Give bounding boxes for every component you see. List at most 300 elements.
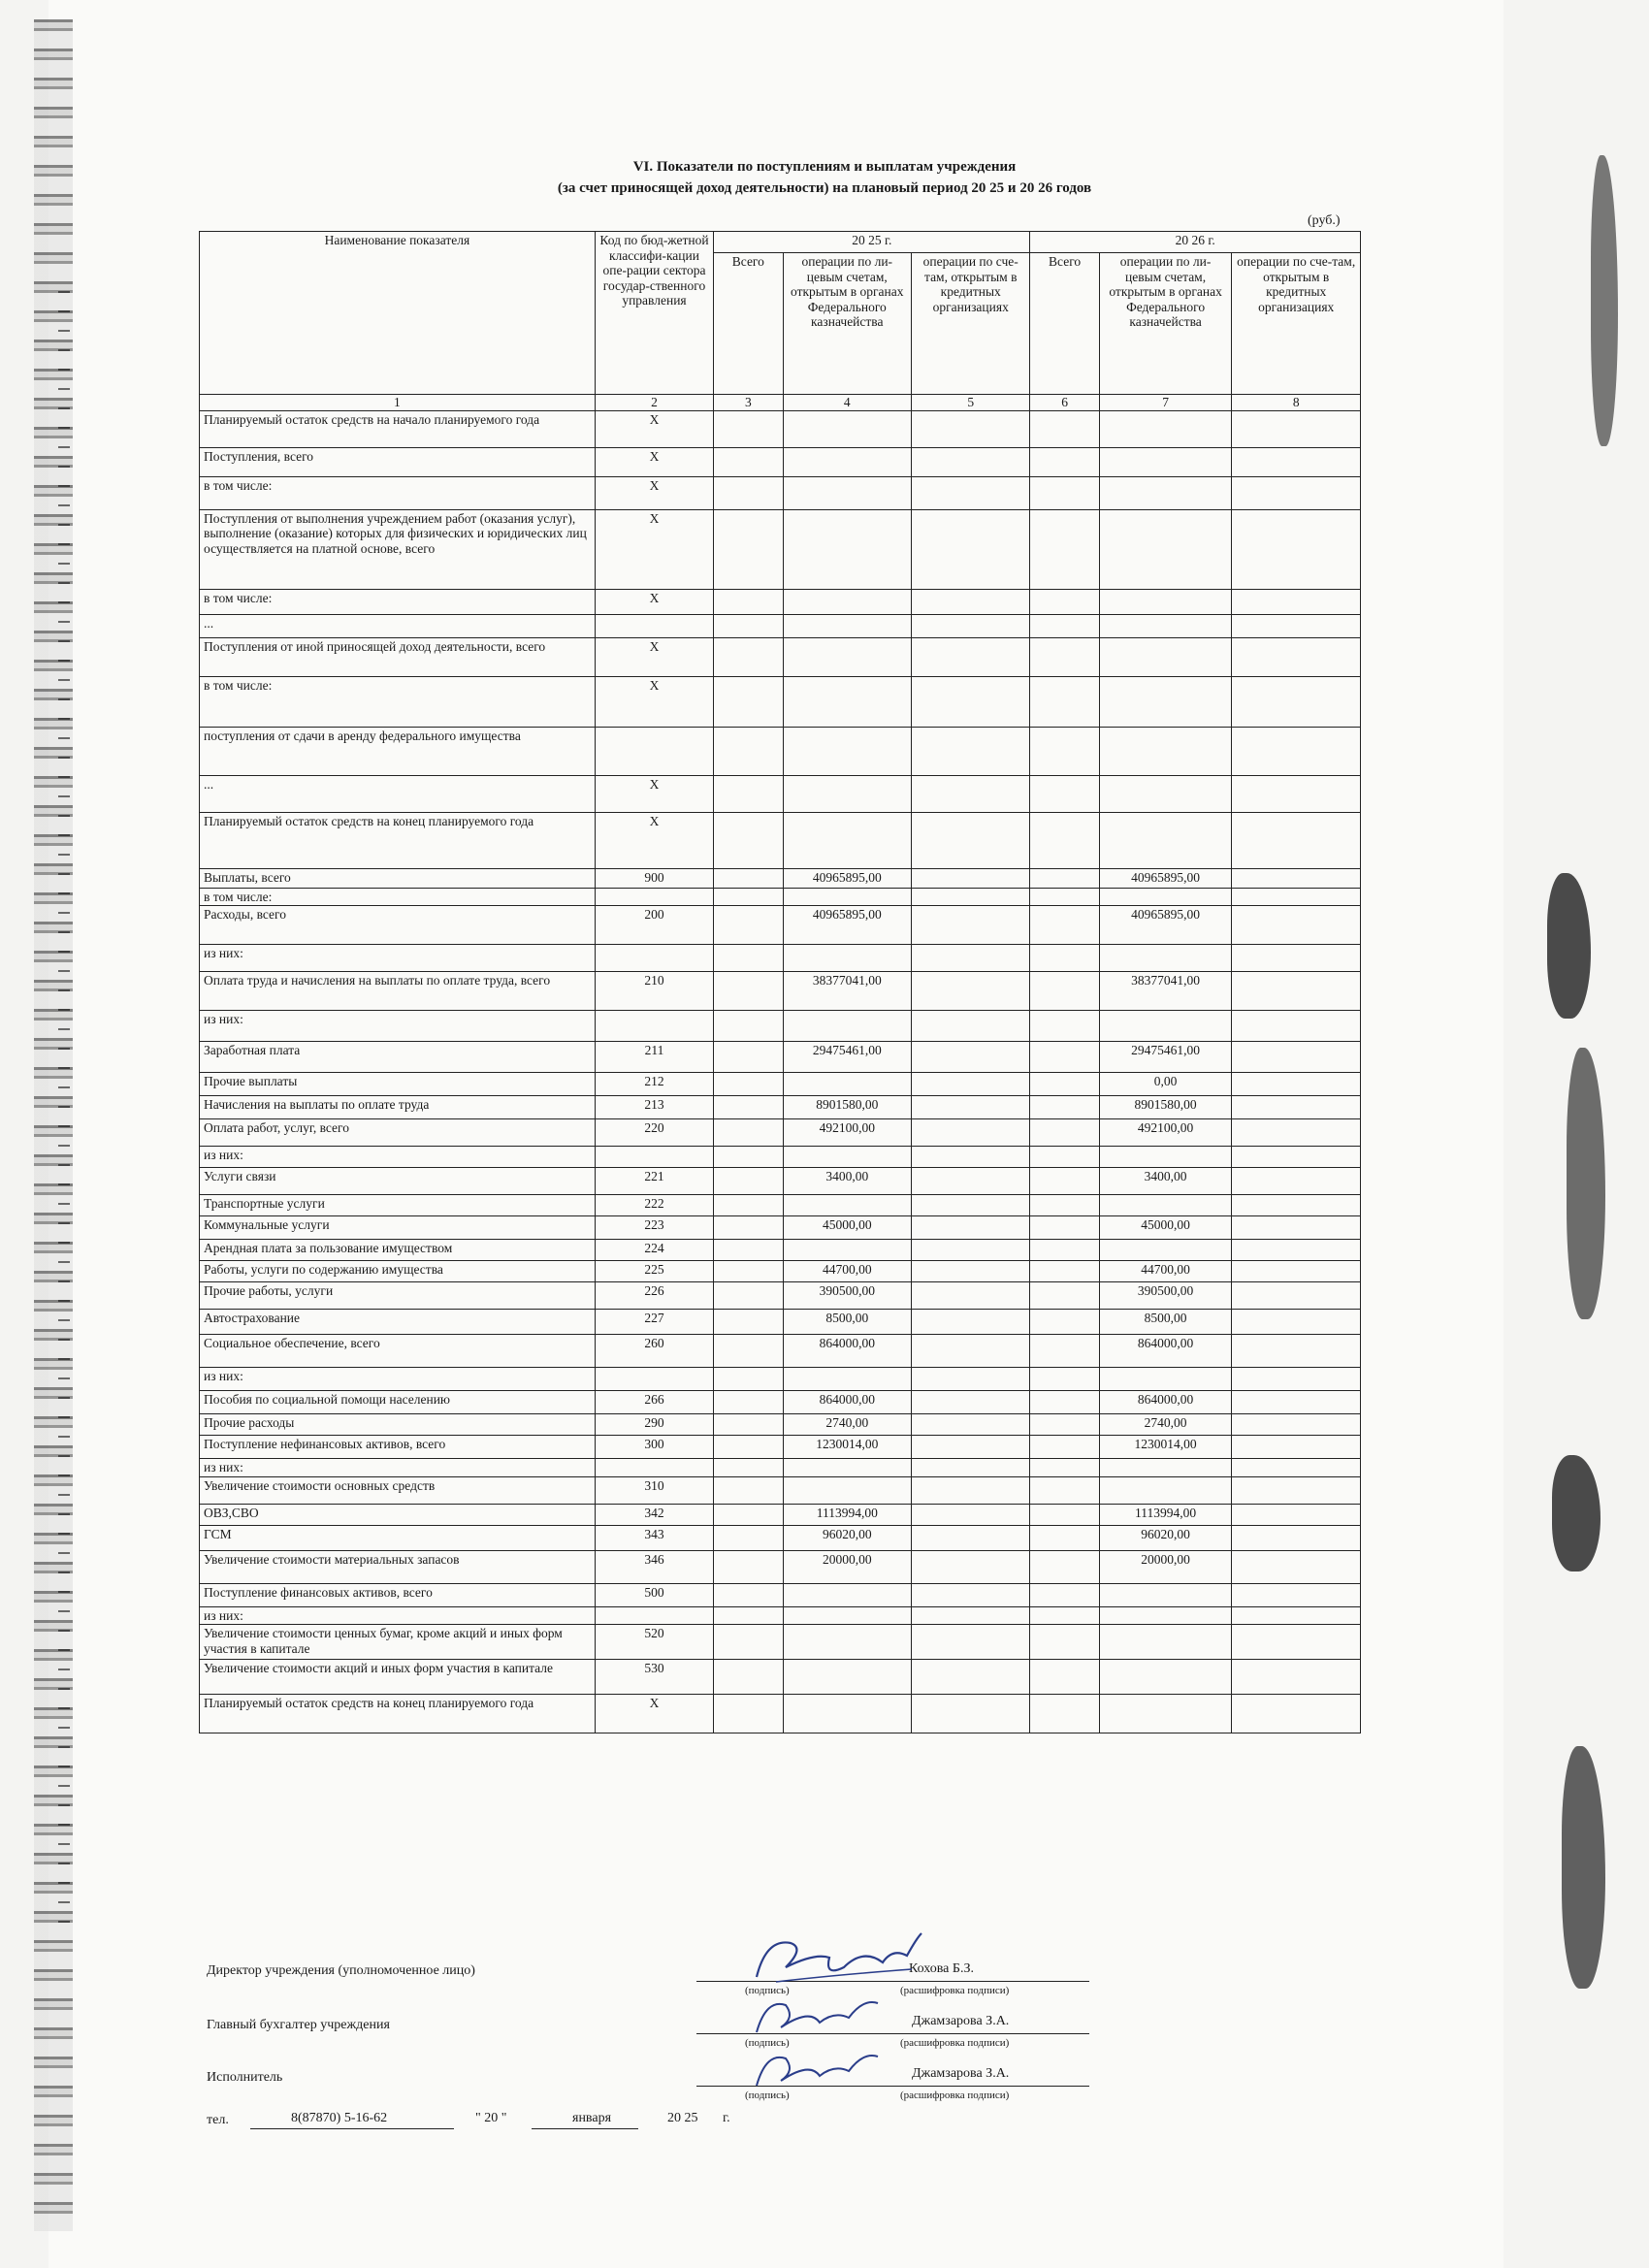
row-name: Оплата труда и начисления на выплаты по оплате труда, всего: [200, 972, 596, 1011]
row-name: из них:: [200, 1368, 596, 1391]
row-total-y1: [714, 410, 783, 447]
row-treasury-y2: 8500,00: [1099, 1310, 1232, 1335]
row-total-y1: [714, 972, 783, 1011]
row-name: Расходы, всего: [200, 906, 596, 945]
row-treasury-y2: [1099, 888, 1232, 906]
row-treasury-y2: 45000,00: [1099, 1216, 1232, 1240]
row-credit-y1: [912, 1436, 1030, 1459]
row-code: [595, 1011, 713, 1042]
row-credit-y2: [1232, 1660, 1361, 1695]
table-row: [200, 614, 1361, 637]
row-credit-y2: [1232, 1042, 1361, 1073]
table-row: [200, 1310, 1361, 1335]
table-row: [200, 1042, 1361, 1073]
row-treasury-y2: [1099, 676, 1232, 727]
row-credit-y1: [912, 1606, 1030, 1625]
row-treasury-y1: [783, 1660, 912, 1695]
row-treasury-y1: 38377041,00: [783, 972, 912, 1011]
row-total-y2: [1030, 1216, 1099, 1240]
row-total-y1: [714, 1550, 783, 1583]
row-treasury-y2: 20000,00: [1099, 1550, 1232, 1583]
row-treasury-y1: [783, 589, 912, 614]
sign-caption: (подпись): [745, 2037, 790, 2049]
row-total-y1: [714, 1583, 783, 1606]
table-row: [200, 509, 1361, 589]
col-num: 3: [714, 395, 783, 411]
row-total-y1: [714, 1436, 783, 1459]
row-total-y1: [714, 1096, 783, 1119]
row-total-y1: [714, 945, 783, 972]
row-name: поступления от сдачи в аренду федерального имущества: [200, 727, 596, 775]
row-credit-y1: [912, 1261, 1030, 1282]
row-credit-y2: [1232, 447, 1361, 476]
row-treasury-y1: 20000,00: [783, 1550, 912, 1583]
col-num: 4: [783, 395, 912, 411]
row-credit-y2: [1232, 1414, 1361, 1436]
row-treasury-y1: 864000,00: [783, 1335, 912, 1368]
table-row: [200, 812, 1361, 868]
row-name: из них:: [200, 1147, 596, 1168]
row-credit-y1: [912, 812, 1030, 868]
row-treasury-y2: 96020,00: [1099, 1525, 1232, 1550]
row-credit-y2: [1232, 727, 1361, 775]
row-treasury-y2: 8901580,00: [1099, 1096, 1232, 1119]
row-treasury-y2: [1099, 1011, 1232, 1042]
row-treasury-y2: 492100,00: [1099, 1119, 1232, 1147]
row-credit-y1: [912, 1459, 1030, 1477]
row-credit-y1: [912, 1168, 1030, 1195]
row-credit-y1: [912, 906, 1030, 945]
row-name: Увеличение стоимости ценных бумаг, кроме акций и иных форм участия в капитале: [200, 1625, 596, 1660]
row-treasury-y2: [1099, 447, 1232, 476]
col-num: 2: [595, 395, 713, 411]
row-code: [595, 1147, 713, 1168]
row-credit-y1: [912, 1368, 1030, 1391]
row-total-y1: [714, 614, 783, 637]
row-total-y1: [714, 775, 783, 812]
row-code: X: [595, 447, 713, 476]
scan-smudge: [1567, 1048, 1605, 1319]
row-total-y2: [1030, 1525, 1099, 1550]
row-treasury-y2: 38377041,00: [1099, 972, 1232, 1011]
row-credit-y1: [912, 945, 1030, 972]
row-treasury-y2: [1099, 476, 1232, 509]
row-name: Транспортные услуги: [200, 1195, 596, 1216]
accountant-label: Главный бухгалтер учреждения: [207, 2018, 390, 2032]
row-credit-y1: [912, 1042, 1030, 1073]
row-treasury-y2: [1099, 1583, 1232, 1606]
row-credit-y2: [1232, 1625, 1361, 1660]
row-credit-y2: [1232, 1195, 1361, 1216]
table-row: [200, 888, 1361, 906]
row-total-y2: [1030, 906, 1099, 945]
table-row: [200, 1147, 1361, 1168]
row-name: Прочие выплаты: [200, 1073, 596, 1096]
row-treasury-y1: [783, 447, 912, 476]
row-credit-y2: [1232, 888, 1361, 906]
table-row: [200, 945, 1361, 972]
row-treasury-y1: [783, 1606, 912, 1625]
row-total-y1: [714, 1476, 783, 1504]
date-month: января: [572, 2111, 612, 2125]
row-total-y2: [1030, 727, 1099, 775]
row-treasury-y2: [1099, 614, 1232, 637]
row-treasury-y1: 492100,00: [783, 1119, 912, 1147]
row-treasury-y2: 40965895,00: [1099, 906, 1232, 945]
row-credit-y2: [1232, 868, 1361, 888]
row-total-y2: [1030, 868, 1099, 888]
row-treasury-y2: 29475461,00: [1099, 1042, 1232, 1073]
row-total-y2: [1030, 1011, 1099, 1042]
row-total-y1: [714, 509, 783, 589]
row-code: [595, 1606, 713, 1625]
row-total-y1: [714, 1625, 783, 1660]
row-total-y1: [714, 906, 783, 945]
row-credit-y1: [912, 972, 1030, 1011]
row-total-y2: [1030, 1147, 1099, 1168]
row-total-y2: [1030, 1583, 1099, 1606]
tel-line: [250, 2128, 454, 2129]
row-treasury-y1: [783, 1368, 912, 1391]
header-treasury: операции по ли-цевым счетам, открытым в органах Федерального казначейства: [1099, 253, 1232, 395]
table-row: [200, 1606, 1361, 1625]
row-treasury-y2: 1230014,00: [1099, 1436, 1232, 1459]
table-row: [200, 1282, 1361, 1310]
row-credit-y2: [1232, 509, 1361, 589]
row-credit-y1: [912, 1096, 1030, 1119]
row-treasury-y1: [783, 1625, 912, 1660]
row-name: Поступление финансовых активов, всего: [200, 1583, 596, 1606]
row-total-y2: [1030, 1606, 1099, 1625]
row-code: X: [595, 676, 713, 727]
row-treasury-y2: [1099, 945, 1232, 972]
row-name: Арендная плата за пользование имуществом: [200, 1240, 596, 1261]
row-treasury-y2: [1099, 1459, 1232, 1477]
row-total-y2: [1030, 1282, 1099, 1310]
date-day: " 20 ": [475, 2111, 507, 2125]
sign-caption: (подпись): [745, 2090, 790, 2101]
row-treasury-y1: 40965895,00: [783, 906, 912, 945]
page-title: VI. Показатели по поступлениям и выплатам учреждения: [632, 159, 1017, 175]
row-treasury-y2: [1099, 1606, 1232, 1625]
row-treasury-y1: [783, 410, 912, 447]
row-total-y1: [714, 1282, 783, 1310]
row-code: X: [595, 509, 713, 589]
row-total-y2: [1030, 1504, 1099, 1525]
table-row: [200, 1525, 1361, 1550]
row-total-y1: [714, 1525, 783, 1550]
row-treasury-y1: 1230014,00: [783, 1436, 912, 1459]
row-name: Поступления от выполнения учреждением работ (оказания услуг), выполнение (оказание) которых для физических и юридических лиц осуществляется на платной основе, всего: [200, 509, 596, 589]
director-name: Кохова Б.З.: [909, 1961, 974, 1976]
header-year-2: 20 26 г.: [1030, 232, 1361, 253]
row-total-y1: [714, 1216, 783, 1240]
row-treasury-y1: 8901580,00: [783, 1096, 912, 1119]
row-treasury-y1: [783, 945, 912, 972]
row-code: 222: [595, 1195, 713, 1216]
row-total-y2: [1030, 1695, 1099, 1733]
table-row: [200, 1240, 1361, 1261]
row-total-y1: [714, 676, 783, 727]
row-total-y2: [1030, 637, 1099, 676]
header-total: Всего: [714, 253, 783, 395]
row-total-y2: [1030, 1261, 1099, 1282]
row-total-y2: [1030, 1240, 1099, 1261]
row-credit-y2: [1232, 1436, 1361, 1459]
row-treasury-y1: 864000,00: [783, 1391, 912, 1414]
row-credit-y1: [912, 1504, 1030, 1525]
row-total-y1: [714, 1660, 783, 1695]
col-num: 6: [1030, 395, 1099, 411]
scan-smudge: [1591, 155, 1618, 446]
row-credit-y1: [912, 614, 1030, 637]
col-num: 1: [200, 395, 596, 411]
table-row: [200, 1583, 1361, 1606]
row-total-y1: [714, 1168, 783, 1195]
row-treasury-y2: 0,00: [1099, 1073, 1232, 1096]
row-credit-y2: [1232, 1310, 1361, 1335]
row-code: 342: [595, 1504, 713, 1525]
row-total-y2: [1030, 888, 1099, 906]
row-credit-y1: [912, 1550, 1030, 1583]
row-name: ГСМ: [200, 1525, 596, 1550]
row-total-y2: [1030, 1368, 1099, 1391]
row-name: Увеличение стоимости основных средств: [200, 1476, 596, 1504]
row-treasury-y1: 8500,00: [783, 1310, 912, 1335]
table-row: [200, 476, 1361, 509]
row-total-y1: [714, 1335, 783, 1368]
row-code: X: [595, 812, 713, 868]
row-treasury-y2: 44700,00: [1099, 1261, 1232, 1282]
row-name: Увеличение стоимости акций и иных форм участия в капитале: [200, 1660, 596, 1695]
row-total-y2: [1030, 812, 1099, 868]
row-code: 223: [595, 1216, 713, 1240]
row-name: ОВЗ,СВО: [200, 1504, 596, 1525]
table-row: [200, 1168, 1361, 1195]
row-code: [595, 945, 713, 972]
row-name: Планируемый остаток средств на конец планируемого года: [200, 812, 596, 868]
row-credit-y1: [912, 775, 1030, 812]
row-total-y1: [714, 1195, 783, 1216]
row-total-y2: [1030, 589, 1099, 614]
row-treasury-y1: 96020,00: [783, 1525, 912, 1550]
row-credit-y1: [912, 1476, 1030, 1504]
row-treasury-y2: [1099, 1695, 1232, 1733]
table-row: [200, 1391, 1361, 1414]
table-row: [200, 1073, 1361, 1096]
table-row: [200, 906, 1361, 945]
row-credit-y2: [1232, 614, 1361, 637]
row-name: в том числе:: [200, 476, 596, 509]
row-code: [595, 888, 713, 906]
row-code: 224: [595, 1240, 713, 1261]
row-name: в том числе:: [200, 888, 596, 906]
row-total-y2: [1030, 1310, 1099, 1335]
row-total-y1: [714, 1310, 783, 1335]
row-treasury-y1: [783, 1240, 912, 1261]
row-credit-y1: [912, 509, 1030, 589]
row-total-y1: [714, 637, 783, 676]
row-credit-y1: [912, 1073, 1030, 1096]
row-code: X: [595, 410, 713, 447]
row-code: 220: [595, 1119, 713, 1147]
row-treasury-y2: 864000,00: [1099, 1335, 1232, 1368]
row-credit-y2: [1232, 972, 1361, 1011]
row-treasury-y1: [783, 676, 912, 727]
row-treasury-y1: 40965895,00: [783, 868, 912, 888]
row-total-y1: [714, 1119, 783, 1147]
row-credit-y1: [912, 1660, 1030, 1695]
sign-caption: (подпись): [745, 1985, 790, 1996]
row-code: [595, 727, 713, 775]
date-year-suffix: г.: [723, 2111, 730, 2125]
row-credit-y2: [1232, 1368, 1361, 1391]
row-code: 260: [595, 1335, 713, 1368]
executor-signature: [742, 2047, 897, 2095]
row-treasury-y2: [1099, 410, 1232, 447]
header-code: Код по бюд-жетной классифи-кации опе-рации сектора государ-ственного управления: [595, 232, 713, 395]
row-code: 226: [595, 1282, 713, 1310]
director-signature: [737, 1928, 941, 1996]
col-num: 7: [1099, 395, 1232, 411]
row-total-y1: [714, 1391, 783, 1414]
row-credit-y1: [912, 1147, 1030, 1168]
row-total-y2: [1030, 1625, 1099, 1660]
header-credit: операции по сче-там, открытым в кредитных организациях: [912, 253, 1030, 395]
row-code: [595, 1459, 713, 1477]
row-credit-y1: [912, 1282, 1030, 1310]
row-code: 221: [595, 1168, 713, 1195]
row-total-y1: [714, 1147, 783, 1168]
row-name: Заработная плата: [200, 1042, 596, 1073]
row-treasury-y1: 44700,00: [783, 1261, 912, 1282]
row-code: [595, 614, 713, 637]
scan-smudge: [1562, 1746, 1605, 1989]
row-credit-y2: [1232, 1476, 1361, 1504]
row-total-y2: [1030, 410, 1099, 447]
row-total-y2: [1030, 447, 1099, 476]
row-treasury-y1: [783, 1695, 912, 1733]
row-code: 346: [595, 1550, 713, 1583]
row-code: 200: [595, 906, 713, 945]
row-total-y2: [1030, 945, 1099, 972]
row-total-y2: [1030, 1096, 1099, 1119]
row-credit-y1: [912, 868, 1030, 888]
row-total-y2: [1030, 1119, 1099, 1147]
row-credit-y2: [1232, 1147, 1361, 1168]
row-credit-y2: [1232, 637, 1361, 676]
row-code: 225: [595, 1261, 713, 1282]
row-treasury-y1: [783, 1459, 912, 1477]
row-code: X: [595, 589, 713, 614]
row-total-y1: [714, 1606, 783, 1625]
table-row: [200, 1459, 1361, 1477]
row-code: 211: [595, 1042, 713, 1073]
row-total-y2: [1030, 972, 1099, 1011]
tel-value: 8(87870) 5-16-62: [291, 2111, 388, 2125]
row-name: Начисления на выплаты по оплате труда: [200, 1096, 596, 1119]
row-credit-y2: [1232, 775, 1361, 812]
row-credit-y1: [912, 637, 1030, 676]
row-credit-y2: [1232, 589, 1361, 614]
row-credit-y2: [1232, 1504, 1361, 1525]
row-name: из них:: [200, 1606, 596, 1625]
row-treasury-y1: 45000,00: [783, 1216, 912, 1240]
row-treasury-y2: 3400,00: [1099, 1168, 1232, 1195]
row-name: Работы, услуги по содержанию имущества: [200, 1261, 596, 1282]
row-credit-y2: [1232, 410, 1361, 447]
executor-label: Исполнитель: [207, 2070, 283, 2085]
row-treasury-y2: 864000,00: [1099, 1391, 1232, 1414]
row-total-y2: [1030, 1168, 1099, 1195]
row-name: Увеличение стоимости материальных запасов: [200, 1550, 596, 1583]
accountant-name: Джамзарова З.А.: [912, 2014, 1010, 2028]
scan-smudge: [1552, 1455, 1600, 1571]
row-name: Планируемый остаток средств на начало планируемого года: [200, 410, 596, 447]
table-row: [200, 775, 1361, 812]
row-treasury-y1: 1113994,00: [783, 1504, 912, 1525]
row-treasury-y2: [1099, 1240, 1232, 1261]
row-credit-y2: [1232, 1240, 1361, 1261]
header-total: Всего: [1030, 253, 1099, 395]
row-credit-y2: [1232, 812, 1361, 868]
table-body: [200, 410, 1361, 1733]
column-number-row: [200, 395, 1361, 411]
row-total-y2: [1030, 1414, 1099, 1436]
row-credit-y2: [1232, 1606, 1361, 1625]
row-credit-y1: [912, 727, 1030, 775]
table-row: [200, 1550, 1361, 1583]
row-total-y1: [714, 1368, 783, 1391]
row-credit-y1: [912, 1625, 1030, 1660]
row-name: ...: [200, 614, 596, 637]
table-row: [200, 1660, 1361, 1695]
row-name: Поступление нефинансовых активов, всего: [200, 1436, 596, 1459]
table-row: [200, 447, 1361, 476]
row-total-y1: [714, 888, 783, 906]
row-credit-y1: [912, 1414, 1030, 1436]
row-total-y2: [1030, 1550, 1099, 1583]
row-treasury-y1: [783, 888, 912, 906]
row-credit-y2: [1232, 1583, 1361, 1606]
row-credit-y1: [912, 888, 1030, 906]
row-treasury-y2: [1099, 637, 1232, 676]
row-credit-y2: [1232, 1391, 1361, 1414]
row-credit-y2: [1232, 1216, 1361, 1240]
row-treasury-y1: [783, 775, 912, 812]
table-row: [200, 1096, 1361, 1119]
unit-label: (руб.): [1308, 213, 1341, 228]
table-row: [200, 1625, 1361, 1660]
row-code: 343: [595, 1525, 713, 1550]
row-treasury-y1: 2740,00: [783, 1414, 912, 1436]
row-code: 290: [595, 1414, 713, 1436]
col-num: 8: [1232, 395, 1361, 411]
row-credit-y1: [912, 1583, 1030, 1606]
row-treasury-y1: [783, 812, 912, 868]
row-total-y2: [1030, 1459, 1099, 1477]
row-treasury-y1: [783, 476, 912, 509]
row-credit-y2: [1232, 1119, 1361, 1147]
row-credit-y1: [912, 1525, 1030, 1550]
row-name: Поступления от иной приносящей доход деятельности, всего: [200, 637, 596, 676]
row-total-y1: [714, 1011, 783, 1042]
row-code: 300: [595, 1436, 713, 1459]
table-row: [200, 589, 1361, 614]
row-code: X: [595, 775, 713, 812]
row-treasury-y2: [1099, 775, 1232, 812]
row-treasury-y1: [783, 1476, 912, 1504]
